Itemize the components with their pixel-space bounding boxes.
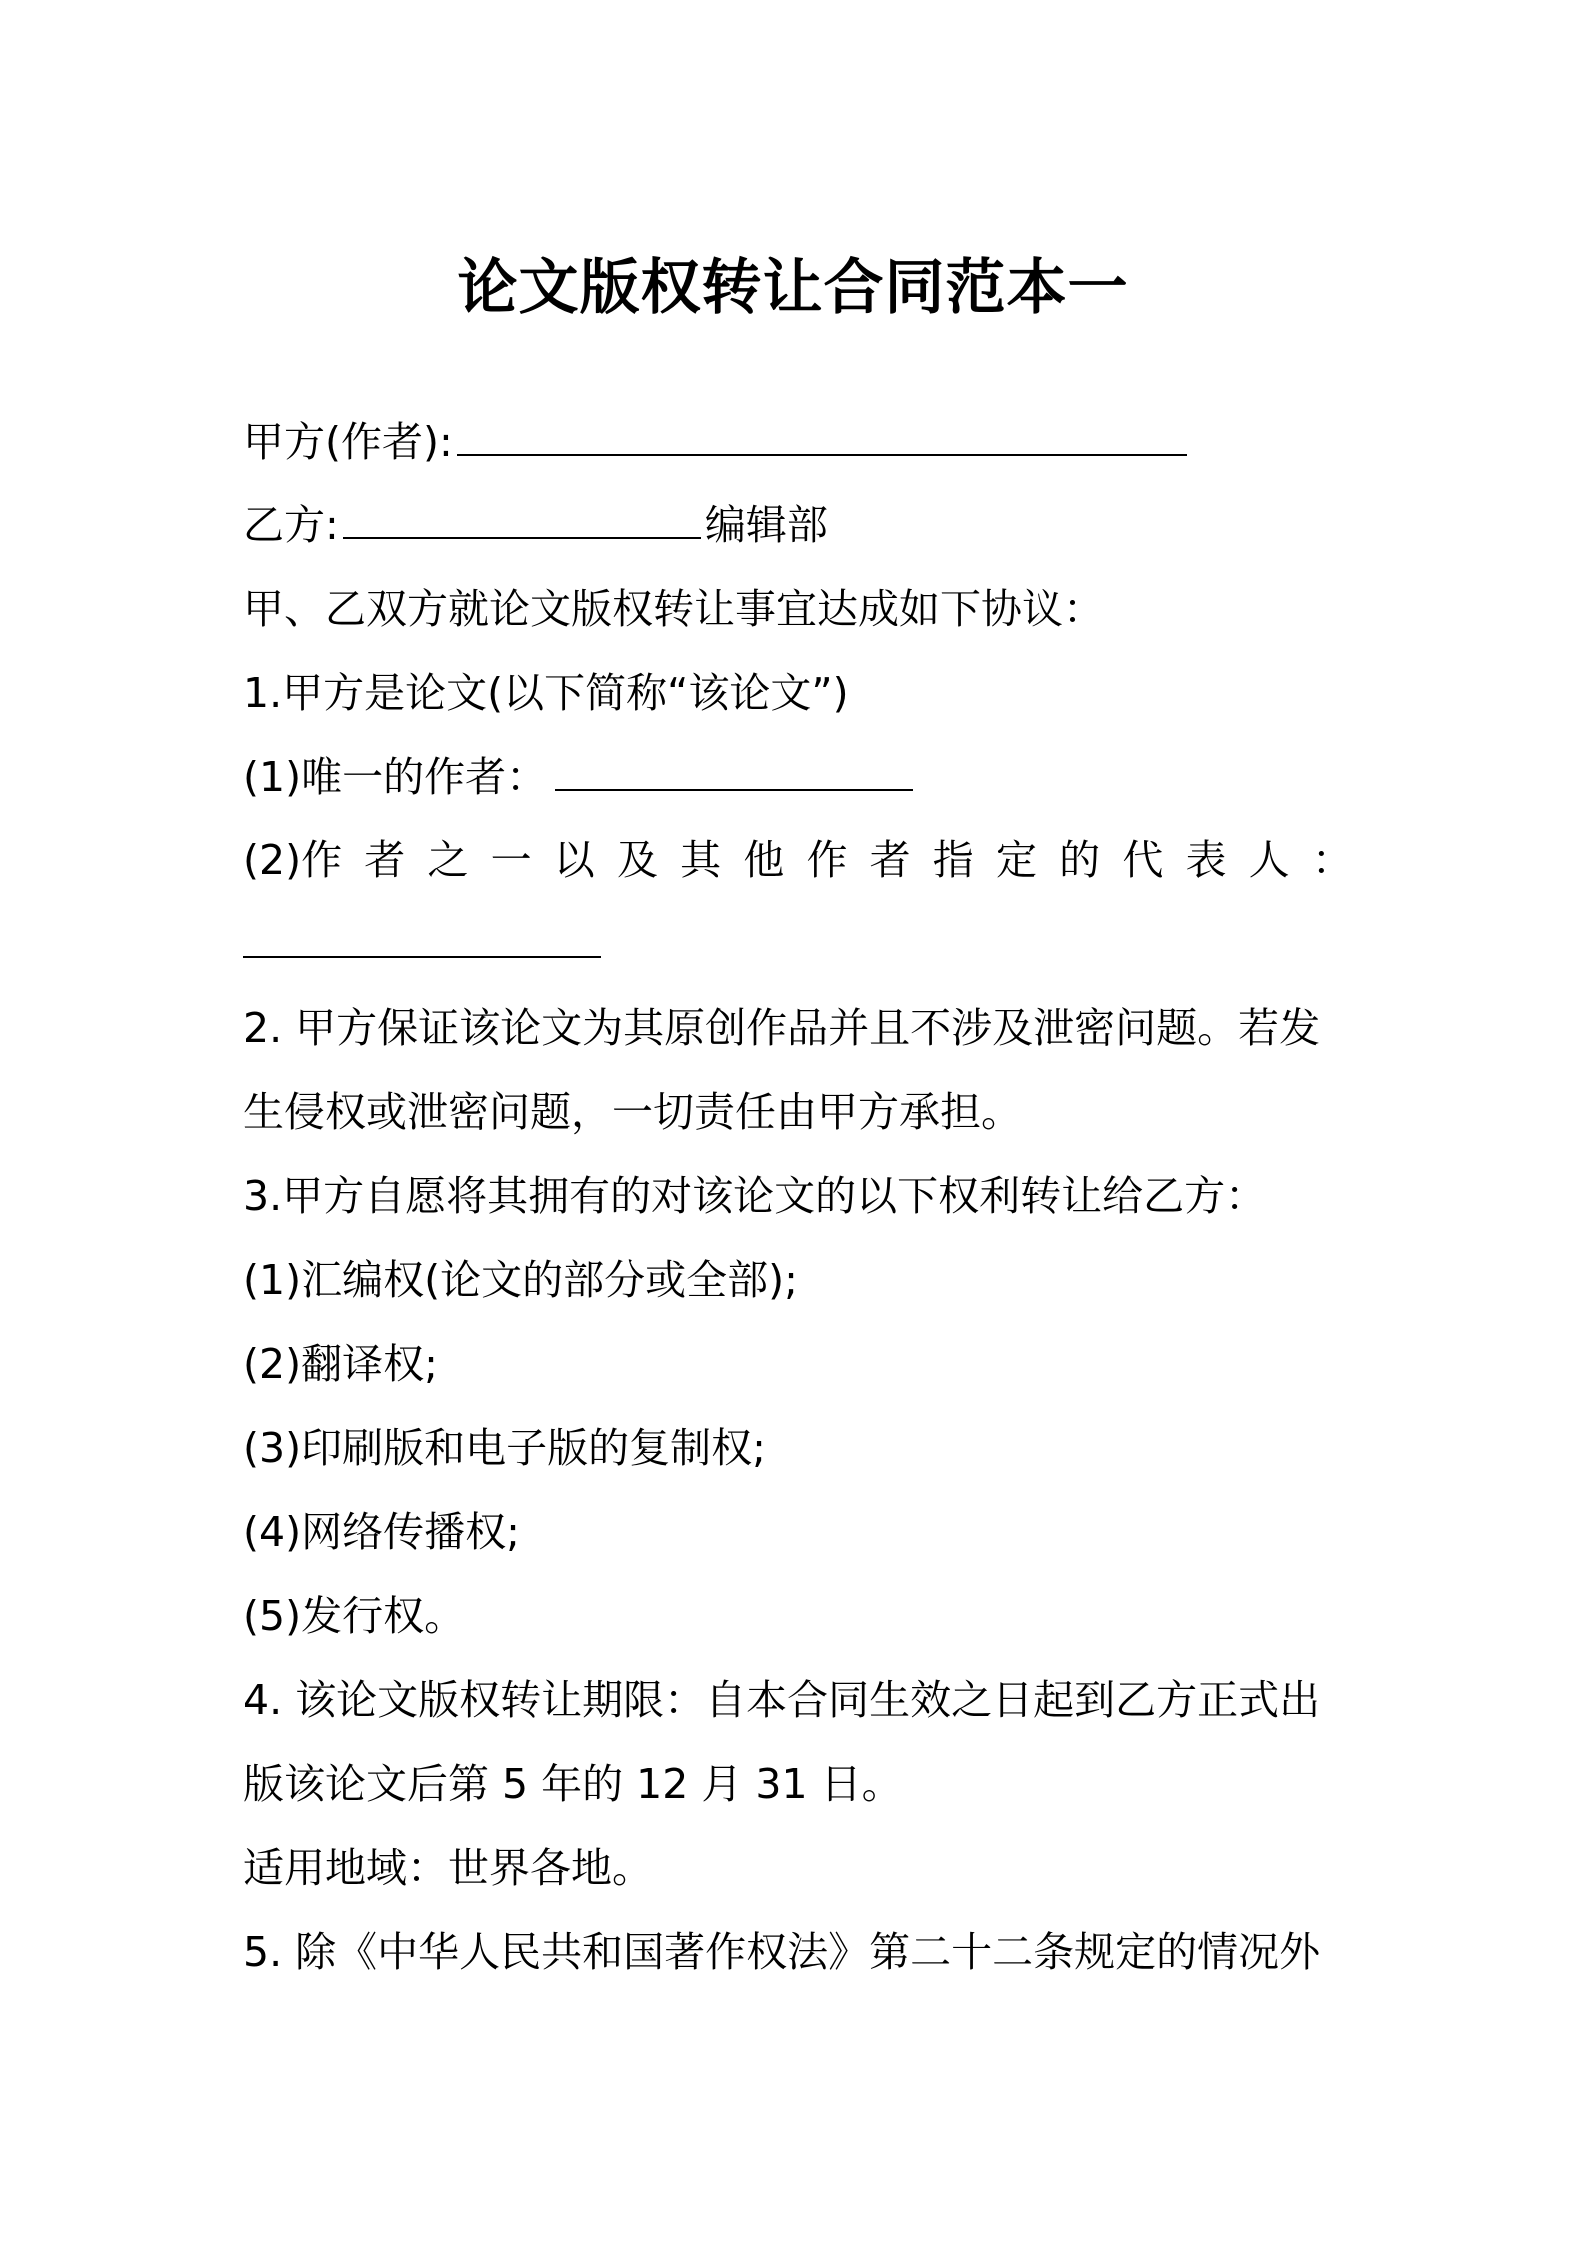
clause-1-item-2-char: 者 <box>364 836 406 884</box>
party-b-blank <box>343 499 701 539</box>
clause-1-item-2-char: 作 <box>806 836 848 884</box>
clause-1: 1.甲方是论文(以下简称“该论文”) <box>243 669 849 717</box>
representative-blank <box>243 918 601 958</box>
clause-1-item-2 <box>243 830 1353 890</box>
clause-1-item-2-char: 表 <box>1185 836 1227 884</box>
clause-1-item-2-char: 之 <box>427 836 469 884</box>
clause-1-item-2-char: (2)作 <box>243 836 343 884</box>
clause-5-line-1: 5. 除《中华人民共和国著作权法》第二十二条规定的情况外 <box>243 1928 1321 1976</box>
clause-1-item-2-char: 人 <box>1248 836 1290 884</box>
clause-1-item-2-char: 代 <box>1122 836 1164 884</box>
clause-1-item-2-char: 者 <box>869 836 911 884</box>
clause-1-item-1: (1)唯一的作者： <box>243 753 548 801</box>
clause-1-item-2-char: ： <box>1311 836 1353 884</box>
clause-2-line-1: 2. 甲方保证该论文为其原创作品并且不涉及泄密问题。若发 <box>243 1004 1321 1052</box>
clause-4-line-2: 版该论文后第 5 年的 12 月 31 日。 <box>243 1760 903 1808</box>
clause-2-line-2: 生侵权或泄密问题，一切责任由甲方承担。 <box>243 1088 1022 1136</box>
clause-4-line-1: 4. 该论文版权转让期限：自本合同生效之日起到乙方正式出 <box>243 1676 1321 1724</box>
party-b-label: 乙方: <box>243 501 339 549</box>
party-a-label: 甲方(作者): <box>243 418 453 466</box>
sole-author-blank <box>555 751 913 791</box>
applicable-region: 适用地域：世界各地。 <box>243 1844 653 1892</box>
clause-1-item-2-char: 其 <box>680 836 722 884</box>
clause-1-item-2-char: 的 <box>1059 836 1101 884</box>
party-a-line <box>243 412 1353 472</box>
clause-3-item-1: (1)汇编权(论文的部分或全部); <box>243 1256 798 1304</box>
clause-3-item-4: (4)网络传播权; <box>243 1508 520 1556</box>
document-title: 论文版权转让合同范本一 <box>457 253 1129 323</box>
party-b-line <box>243 495 1353 555</box>
clause-1-item-1-line <box>243 747 1353 807</box>
clause-1-item-2-char: 定 <box>995 836 1037 884</box>
intro-paragraph: 甲、乙双方就论文版权转让事宜达成如下协议： <box>243 585 1104 633</box>
clause-3-item-2: (2)翻译权; <box>243 1340 438 1388</box>
clause-1-item-2-char: 以 <box>553 836 595 884</box>
clause-3-item-5: (5)发行权。 <box>243 1592 466 1640</box>
clause-3-item-3: (3)印刷版和电子版的复制权; <box>243 1424 766 1472</box>
clause-3: 3.甲方自愿将其拥有的对该论文的以下权利转让给乙方： <box>243 1172 1267 1220</box>
party-a-blank <box>457 416 1187 456</box>
clause-1-item-2-char: 及 <box>616 836 658 884</box>
party-b-suffix: 编辑部 <box>704 501 828 549</box>
clause-1-item-2-char: 他 <box>743 836 785 884</box>
clause-1-item-2-char: 一 <box>490 836 532 884</box>
clause-1-item-2-char: 指 <box>932 836 974 884</box>
representative-blank-line <box>243 914 1353 974</box>
